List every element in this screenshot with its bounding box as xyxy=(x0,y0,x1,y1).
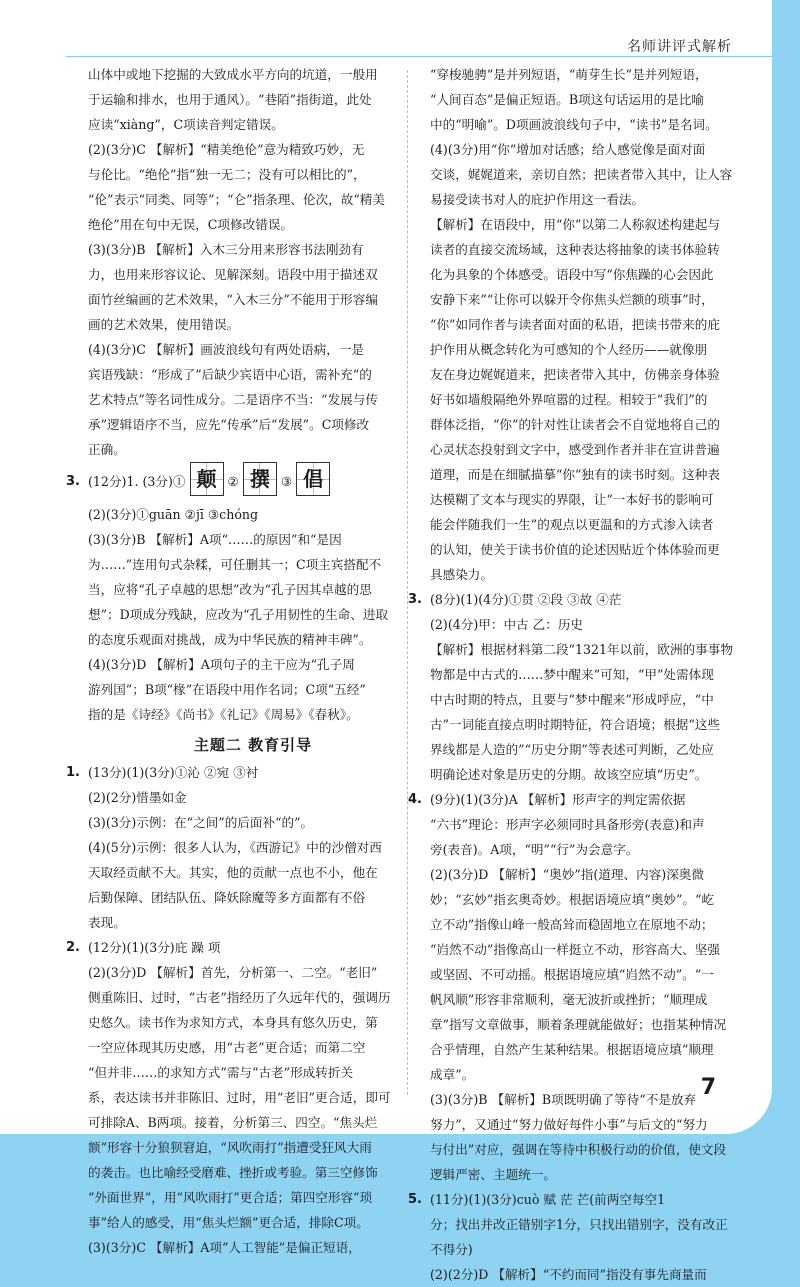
question-4 xyxy=(408,787,750,812)
text-line: 当，应将“孔子卓越的思想”改为“孔子因其卓越的思 xyxy=(88,582,372,597)
writing-box: 撰 xyxy=(243,462,277,496)
text-line: 绝伦”用在句中无误，C项修改错误。 xyxy=(88,217,293,232)
text-line: 中古时期的特点，且要与“梦中醒来”形成呼应，“中 xyxy=(430,692,714,707)
text-line: (4)(3分)D 【解析】A项句子的主干应为“孔子周 xyxy=(88,657,355,672)
question-3-answer-row xyxy=(66,462,418,502)
text-line: 【解析】在语段中，用“你”以第二人称叙述构建起与 xyxy=(430,217,720,232)
text-line: (3)(3分)示例：在“之间”的后面补“的”。 xyxy=(88,815,314,830)
text-line: “岿然不动”指像高山一样挺立不动，形容高大、坚强 xyxy=(430,942,720,957)
text-line: 合乎情理，自然产生某种结果。根据语境应填“顺理 xyxy=(430,1042,714,1057)
text-line: 的态度乐观面对挑战，成为中华民族的精神丰碑”。 xyxy=(88,632,372,647)
section-title: 主题二 教育引导 xyxy=(193,736,313,754)
text-line: 立不动”指像山峰一般高耸而稳固地立在原地不动； xyxy=(430,917,714,932)
question-3 xyxy=(408,587,750,612)
question-number: 1. xyxy=(66,765,80,780)
text-line: 分；找出并改正错别字1分，只找出错别字，没有改正 xyxy=(430,1217,728,1232)
text-line: 古”一词能直接点明时期特征，符合语境；根据“这些 xyxy=(430,717,720,732)
text-line: 心灵状态投射到文字中，感受到作者并非在宣讲普遍 xyxy=(430,442,720,457)
page-number: 7 xyxy=(700,1075,716,1100)
text-line: 明确论述对象是历史的分期。故该空应填“历史”。 xyxy=(430,767,708,782)
question-number: 3. xyxy=(66,474,80,489)
text-line: 逻辑严密、主题统一。 xyxy=(430,1167,556,1182)
text-line: 应读“xiàng”，C项读音判定错误。 xyxy=(88,117,284,132)
question-number: 3. xyxy=(408,592,422,607)
text-line: “穿梭驰骋”是并列短语，“萌芽生长”是并列短语， xyxy=(430,67,708,82)
text-line: (2)(3分)D 【解析】首先，分析第一、二空。“老旧” xyxy=(88,965,378,980)
text-line: (13分)(1)(3分)①沁 ②宛 ③衬 xyxy=(88,765,259,780)
text-line: (8分)(1)(4分)①贯 ②段 ③故 ④茫 xyxy=(430,592,622,607)
text-line: 想”；D项成分残缺，应改为“孔子用韧性的生命、进取 xyxy=(88,607,389,622)
text-line: 额”形容十分狼狈窘迫，“风吹雨打”指遭受狂风大雨 xyxy=(88,1140,372,1155)
text-line: 安静下来”“让你可以躲开令你焦头烂额的琐事”时， xyxy=(430,292,714,307)
text-line: 能会伴随我们一生”的观点以更温和的方式渗入读者 xyxy=(430,517,714,532)
text-line: 读者的直接交流场域，这种表达将抽象的读书体验转 xyxy=(430,242,720,257)
text-line: (4)(3分)用“你”增加对话感；给人感觉像是面对面 xyxy=(430,142,706,157)
question-2 xyxy=(66,935,418,960)
text-line: “伦”表示“同类、同等”；“仑”指条理、伦次，故“精美 xyxy=(88,192,385,207)
text-line: (12分)1. (3分)① xyxy=(88,474,186,489)
text-line: (2)(3分)C 【解析】“精美绝伦”意为精致巧妙，无 xyxy=(88,142,365,157)
text-line: 于运输和排水，也用于通风）。“巷陌”指街道，此处 xyxy=(88,92,372,107)
text-line: 成章”。 xyxy=(430,1067,475,1082)
text-line: 旁(表音)。A项，“明”“行”为会意字。 xyxy=(430,842,639,857)
text-line: 群体泛指，“你”的针对性让读者会不自觉地将自己的 xyxy=(430,417,720,432)
text-line: “六书”理论：形声字必须同时具备形旁(表意)和声 xyxy=(430,817,705,832)
text-line: 正确。 xyxy=(88,442,126,457)
text-line: (12分)(1)(3分)庇 躁 项 xyxy=(88,940,221,955)
text-line: 友在身边娓娓道来，把读者带入其中，仿佛亲身体验 xyxy=(430,367,720,382)
text-line: 天取经贡献不大。其实，他的贡献一点也不小，他在 xyxy=(88,865,378,880)
text-line: 后勤保障、团结队伍、降妖除魔等多方面都有不俗 xyxy=(88,890,366,905)
text-line: (3)(3分)B 【解析】A项“……的原因”和“是因 xyxy=(88,532,342,547)
text-line: 指的是《诗经》《尚书》《礼记》《周易》《春秋》。 xyxy=(88,707,359,722)
text-line: 护作用从概念转化为可感知的个人经历——就像朋 xyxy=(430,342,708,357)
text-line: “但并非……的求知方式”需与“古老”形成转折关 xyxy=(88,1065,354,1080)
text-line: 努力”，又通过“努力做好每件小事”与后文的“努力 xyxy=(430,1117,708,1132)
text-line: 可排除A、B两项。接着，分析第三、四空。“焦头烂 xyxy=(88,1115,378,1130)
text-line: 宾语残缺：“形成了”后缺少宾语中心语，需补充“的 xyxy=(88,367,372,382)
question-number: 2. xyxy=(66,940,80,955)
text-line: 的袭击。也比喻经受磨难、挫折或考验。第三空修饰 xyxy=(88,1165,378,1180)
text-line: (4)(3分)C 【解析】画波浪线句有两处语病，一是 xyxy=(88,342,365,357)
text-line: ② xyxy=(227,474,239,489)
text-line: (2)(3分)D 【解析】“奥妙”指(道理、内容)深奥微 xyxy=(430,867,704,882)
text-line: (3)(3分)B 【解析】B项既明确了等待“不是放弃 xyxy=(430,1092,697,1107)
text-line: 山体中或地下挖掘的大致成水平方向的坑道，一般用 xyxy=(88,67,378,82)
right-column xyxy=(408,62,750,1287)
text-line: 面竹丝编画的艺术效果，“入木三分”不能用于形容编 xyxy=(88,292,378,307)
text-line: 史悠久。读书作为求知方式，本身具有悠久历史，第 xyxy=(88,1015,378,1030)
text-line: 与伦比。“绝伦”指“独一无二；没有可以相比的”， xyxy=(88,167,366,182)
text-line: 帆风顺”形容非常顺利，毫无波折或挫折；“顺理成 xyxy=(430,992,708,1007)
text-line: (2)(3分)①guān ②jī ③chóng xyxy=(88,507,259,522)
text-line: (2)(2分)D 【解析】“不约而同”指没有事先商量而 xyxy=(430,1267,707,1282)
writing-box: 倡 xyxy=(296,462,330,496)
text-line: 为……”连用句式杂糅，可任删其一；C项主宾搭配不 xyxy=(88,557,382,572)
text-line: (2)(4分)甲：中古 乙：历史 xyxy=(430,617,584,632)
text-line: 一空应体现其历史感，用“古老”更合适；而第二空 xyxy=(88,1040,366,1055)
text-line: 游列国”；B项“椽”在语段中用作名词；C项“五经” xyxy=(88,682,366,697)
text-line: (11分)(1)(3分)cuò 赋 茫 芒(前两空每空1 xyxy=(430,1192,666,1207)
text-line: 【解析】根据材料第二段“1321年以前，欧洲的事事物 xyxy=(430,642,733,657)
left-column xyxy=(66,62,418,1260)
text-line: 力，也用来形容议论、见解深刻。语段中用于描述双 xyxy=(88,267,378,282)
text-line: 中的“明喻”。D项画波浪线句子中，“读书”是名词。 xyxy=(430,117,718,132)
text-line: 与付出”对应，强调在等待中积极行动的价值，使文段 xyxy=(430,1142,727,1157)
header-rule xyxy=(66,56,772,57)
text-line: (4)(5分)示例：很多人认为，《西游记》中的沙僧对西 xyxy=(88,840,382,855)
question-1 xyxy=(66,760,418,785)
text-line: 表现。 xyxy=(88,915,126,930)
text-line: 化为具象的个体感受。语段中写“你焦躁的心会因此 xyxy=(430,267,714,282)
text-line: 不得分) xyxy=(430,1242,473,1257)
question-number: 5. xyxy=(408,1192,422,1207)
text-line: (3)(3分)B 【解析】入木三分用来形容书法刚劲有 xyxy=(88,242,364,257)
text-line: 艺术特点”等名词性成分。二是语序不当：“发展与传 xyxy=(88,392,378,407)
question-number: 4. xyxy=(408,792,422,807)
text-line: 或坚固、不可动摇。根据语境应填“岿然不动”。“一 xyxy=(430,967,714,982)
text-line: 画的艺术效果，使用错误。 xyxy=(88,317,240,332)
text-line: “人间百态”是偏正短语。B项这句话运用的是比喻 xyxy=(430,92,705,107)
text-line: 具感染力。 xyxy=(430,567,493,582)
text-line: 达模糊了文本与现实的界限，让“一本好书的影响可 xyxy=(430,492,714,507)
header-title: 名师讲评式解析 xyxy=(627,39,732,55)
text-line: 侧重陈旧、过时，“古老”指经历了久远年代的，强调历 xyxy=(88,990,391,1005)
text-line: ③ xyxy=(280,474,293,489)
text-line: 系，表达读书并非陈旧、过时，用“老旧”更合适，即可 xyxy=(88,1090,391,1105)
text-line: (9分)(1)(3分)A 【解析】形声字的判定需依据 xyxy=(430,792,686,807)
text-line: 好书如墙般隔绝外界喧嚣的过程。相较于“我们”的 xyxy=(430,392,708,407)
text-line: 承”逻辑语序不当，应先“传承”后“发展”。C项修改 xyxy=(88,417,370,432)
text-line: 交谈，娓娓道来，亲切自然；把读者带入其中，让人容 xyxy=(430,167,733,182)
text-line: (2)(2分)惜墨如金 xyxy=(88,790,187,805)
text-line: 界线都是人造的”“历史分期”等表述可判断，乙处应 xyxy=(430,742,714,757)
text-line: 物都是中古式的……梦中醒来”可知，“甲”处需体现 xyxy=(430,667,714,682)
text-line: 妙；“玄妙”指玄奥奇妙。根据语境应填“奥妙”。“屹 xyxy=(430,892,715,907)
text-line: 事”给人的感受，用“焦头烂额”更合适，排除C项。 xyxy=(88,1215,369,1230)
text-line: “外面世界”，用“风吹雨打”更合适；第四空形容“琐 xyxy=(88,1190,373,1205)
text-line: “你”如同作者与读者面对面的私语，把读书带来的庇 xyxy=(430,317,720,332)
text-line: (3)(3分)C 【解析】A项“人工智能”是偏正短语， xyxy=(88,1240,361,1255)
text-line: 章”指写文章做事，顺着条理就能做好；也指某种情况 xyxy=(430,1017,727,1032)
text-line: 道理，而是在细腻描摹“你”独有的读书时刻。这种表 xyxy=(430,467,720,482)
text-line: 的认知，使关于读书价值的论述因贴近个体体验而更 xyxy=(430,542,720,557)
writing-box: 颠 xyxy=(190,462,224,496)
text-line: 易接受读书对人的庇护作用这一看法。 xyxy=(430,192,645,207)
question-5 xyxy=(408,1187,750,1212)
